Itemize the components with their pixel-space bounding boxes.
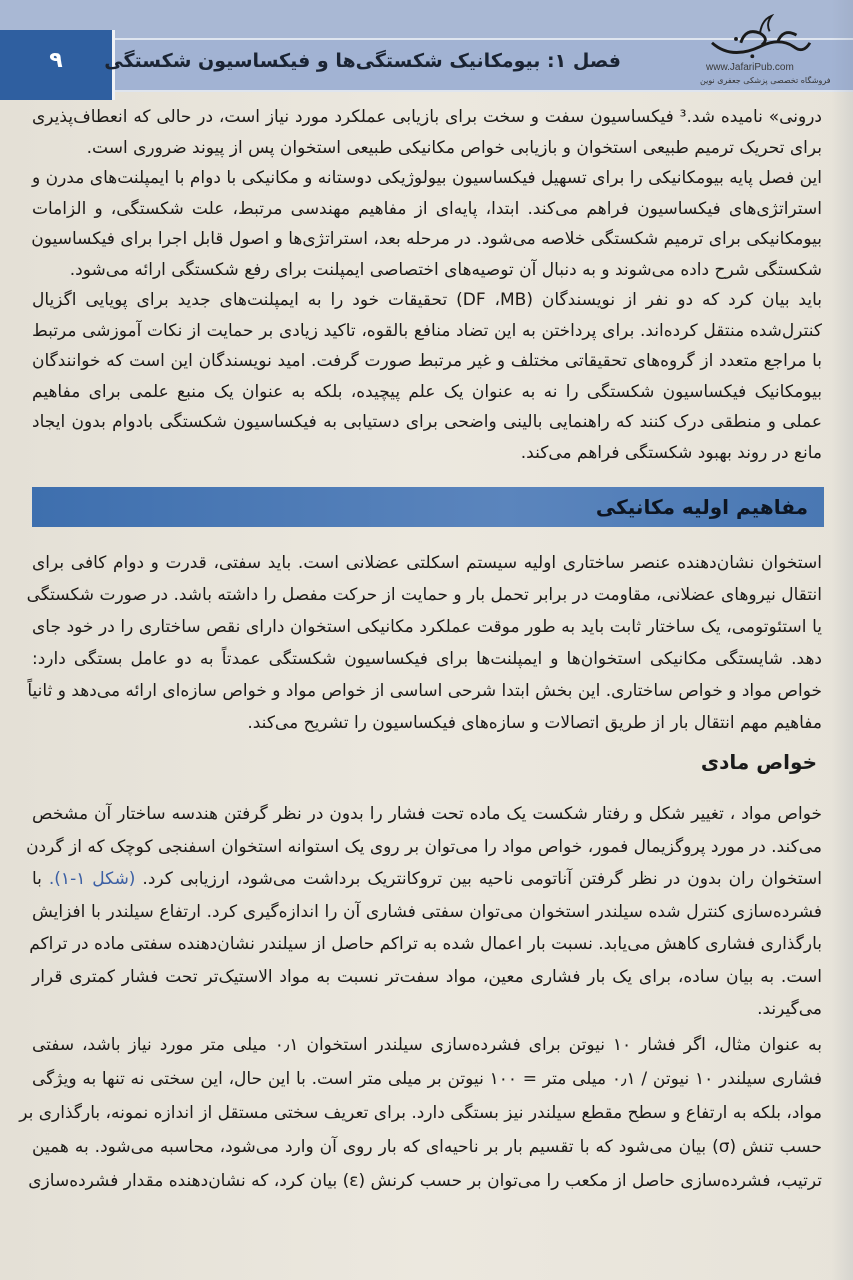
text-line: انتقال نیروهای عضلانی، مقاومت در برابر تحمل بار و حمایت از حرکت مفصل را داشته باشد. در صورت شکستگی	[26, 585, 822, 605]
text-line: استخوان نشان‌دهنده عنصر ساختاری اولیه سیستم اسکلتی عضلانی است. باید سفتی، قدرت و دوام کافی برای	[32, 553, 822, 573]
subsection-title: خواص مادی	[700, 750, 817, 774]
text-line: می‌گیرند.	[757, 999, 822, 1019]
text-line: فشاری سیلندر ۱۰ نیوتن / ۰٫۱ میلی متر = ۱۰۰ نیوتن بر میلی متر است. با این حال، این سختی نه تنها به ویژگی	[32, 1069, 822, 1089]
text-line: کنترل‌شده منتقل کرده‌اند. برای پرداختن به این تضاد منافع بالقوه، تاکید زیادی بر حمایت از نکات آموزشی مرتبط	[32, 320, 822, 341]
stiffness-example-paragraph	[19, 1028, 822, 1198]
section-title: مفاهیم اولیه مکانیکی	[595, 495, 808, 519]
text-line	[32, 863, 822, 896]
text-line: دهد. شایستگی مکانیکی استخوان‌ها و ایمپلنت‌ها برای فیکساسیون شکستگی عمدتاً به دو عامل بستگی دارد:	[32, 649, 822, 669]
text-segment: استخوان ران بدون در نظر گرفتن آناتومی ناحیه بین تروکانتریک برداشت می‌شود، ارزیابی کرد.	[142, 869, 823, 889]
text-line: به عنوان مثال، اگر فشار ۱۰ نیوتن برای فشرده‌سازی سیلندر استخوان ۰٫۱ میلی متر مورد نیاز باشد، سفتی	[32, 1035, 822, 1055]
figure-reference-link[interactable]: (شکل ۱-۱).	[48, 869, 136, 889]
intro-paragraph	[32, 102, 822, 468]
text-line: این فصل پایه بیومکانیکی را برای تسهیل فیکساسیون بیولوژیکی دوستانه و مکانیکی با دوام با ایمپلنت‌های مدرن و	[32, 168, 822, 188]
text-line: حسب تنش (σ) بیان می‌شود که با تقسیم بار بر ناحیه‌ای که بار روی آن وارد می‌شود، محاسبه می‌شود. به همین	[32, 1137, 822, 1157]
section-heading-bar	[32, 487, 824, 527]
text-line: مانع در روند بهبود شکستگی فراهم می‌کند.	[520, 442, 822, 463]
publisher-url: www.JafariPub.com	[706, 62, 794, 73]
chapter-title: فصل ۱: بیومکانیک شکستگی‌ها و فیکساسیون شکستگی	[104, 50, 621, 72]
text-line: با مراجع متعدد از گروه‌های تحقیقاتی مختلف و غیر مرتبط صورت گرفت. امید نویسندگان این است که خوانندگان	[32, 351, 822, 371]
text-line: یا استئوتومی، یک ساختار ثابت باید به طور موقت عملکرد مکانیکی استخوان دارای نقص ساختاری را در خود جای	[32, 617, 822, 637]
text-line: شکستگی شرح داده می‌شوند و به دنبال آن توصیه‌های اختصاصی ایمپلنت برای رفع شکستگی ارائه می‌شود.	[69, 259, 822, 280]
text-line: مفاهیم مهم انتقال بار از طریق اتصالات و سازه‌های فیکساسیون را تشریح می‌کند.	[247, 713, 822, 733]
text-line: بارگذاری فشاری کاهش می‌یابد. نسبت بار اعمال شده به تراکم حاصل از سیلندر نشان‌دهنده سفتی ماده در تراکم	[29, 934, 822, 954]
text-line: استراتژی‌های فیکساسیون فراهم می‌کند. ابتدا، پایه‌ای از مفاهیم مهندسی مرتبط، علت شکستگی، و الزامات	[32, 198, 822, 219]
text-line: مواد، بلکه به ارتفاع و سطح مقطع سیلندر نیز بستگی دارد. برای تعریف سختی مستقل از اندازه نمونه، بارگذاری بر	[19, 1103, 822, 1123]
text-line: خواص مواد ، تغییر شکل و رفتار شکست یک ماده تحت فشار را بدون در نظر گرفتن هندسه ساختار آن مشخص	[32, 804, 822, 824]
text-line: عملی و منطقی درک کنند که راهنمایی بالینی واضحی برای دستیابی به فیکساسیون شکستگی بادوام بدون ایجاد	[32, 412, 822, 432]
page-number-box	[0, 30, 115, 100]
page-number: ۹	[49, 48, 63, 73]
publisher-logo-icon	[700, 14, 820, 62]
text-segment: با	[32, 869, 49, 889]
text-line: درونی» نامیده شد.³ فیکساسیون سفت و سخت برای بازیابی عملکرد مورد نیاز است، در حالی که انعطاف‌پذیری	[32, 107, 822, 127]
text-line: ترتیب، فشرده‌سازی حاصل از مکعب را می‌توان بر حسب کرنش (ε) بیان کرد، که نشان‌دهنده مقدار فشرده‌سازی	[28, 1171, 822, 1191]
text-line: برای تحریک ترمیم طبیعی استخوان و بازیابی خواص مکانیکی طبیعی استخوان پس از پیوند ضروری است.	[86, 137, 822, 158]
page-edge-shadow	[831, 0, 853, 1280]
text-line: بیومکانیکی برای ترمیم شکستگی خلاصه می‌شود. در مرحله بعد، استراتژی‌ها و اصول قابل اجرا برای فیکساسیون	[31, 229, 822, 249]
text-line: باید بیان کرد که دو نفر از نویسندگان (DF ،MB) تحقیقات خود را به ایمپلنت‌های جدید برای پویایی اگزیال	[32, 290, 822, 310]
text-line: است. به بیان ساده، برای یک بار فشاری معین، مواد سفت‌تر نسبت به مواد الاستیک‌تر تحت فشار کمتری قرار	[32, 966, 822, 987]
material-properties-paragraph	[26, 798, 823, 1026]
text-line: خواص مواد و خواص ساختاری. این بخش ابتدا شرحی اساسی از خواص مواد و خواص سازه‌ای ارائه می‌دهد و ثانیاً	[27, 681, 822, 701]
text-line: می‌کند. در مورد پروگزیمال فمور، خواص مواد را می‌توان بر روی یک استوانه استخوان اسفنجی کوچک که از گردن	[26, 836, 822, 857]
text-line: بیومکانیک فیکساسیون شکستگی را نه به عنوان یک علم پیچیده، بلکه به عنوان یک منبع علمی برای مفاهیم	[32, 381, 822, 402]
shop-name: فروشگاه تخصصی پزشکی جعفری نوین	[700, 76, 831, 85]
text-line: فشرده‌سازی کنترل شده سیلندر استخوان می‌توان سفتی فشاری آن را اندازه‌گیری کرد. ارتفاع سیلندر با افزایش	[32, 901, 822, 922]
section-paragraph	[26, 547, 822, 739]
